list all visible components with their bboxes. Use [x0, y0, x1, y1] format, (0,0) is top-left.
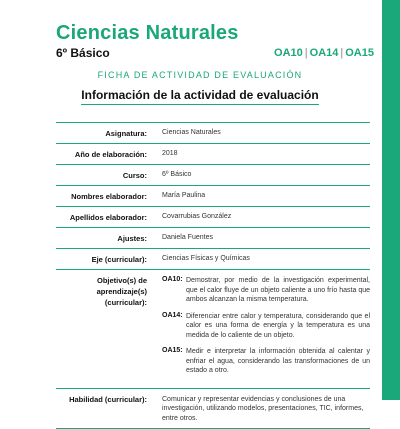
field-value: Covarrubias González [152, 207, 370, 227]
row-objetivos [56, 270, 370, 389]
field-label: Habilidad (curricular): [56, 389, 152, 429]
row-curso [56, 165, 370, 186]
field-value: María Paulina [152, 186, 370, 206]
oa-code: OA10 [274, 47, 303, 59]
field-label: Objetivo(s) de aprendizaje(s) (curricular): [56, 270, 152, 388]
info-table [56, 123, 370, 429]
oa-separator: | [303, 47, 310, 59]
field-value: Comunicar y representar evidencias y conclusiones de una investigación, utilizando modelos, presentaciones, TIC, informes, entre otros. [152, 389, 370, 429]
field-label: Eje (curricular): [56, 249, 152, 269]
objective-item [162, 312, 370, 341]
subject-title: Ciencias Naturales [56, 22, 239, 45]
field-value: Ciencias Físicas y Químicas [152, 249, 370, 269]
field-label: Asignatura: [56, 123, 152, 143]
objective-code: OA15: [162, 347, 186, 376]
objective-code: OA14: [162, 312, 186, 341]
objective-item [162, 276, 370, 305]
field-label: Nombres elaborador: [56, 186, 152, 206]
objective-item [162, 347, 370, 376]
row-asignatura [56, 123, 370, 144]
row-nombres [56, 186, 370, 207]
field-label: Ajustes: [56, 228, 152, 248]
field-label: Apellidos elaborador: [56, 207, 152, 227]
field-label: Año de elaboración: [56, 144, 152, 164]
grade-label: 6º Básico [56, 46, 110, 60]
oa-code: OA15 [345, 47, 374, 59]
row-habilidad [56, 389, 370, 429]
row-apellidos [56, 207, 370, 228]
objective-text: Medir e interpretar la información obtenida al calentar y enfriar el agua, considerando las transformaciones de un estado a otro. [186, 347, 370, 376]
field-value: Ciencias Naturales [152, 123, 370, 143]
row-eje [56, 249, 370, 270]
row-anio [56, 144, 370, 165]
field-value: Daniela Fuentes [152, 228, 370, 248]
row-ajustes [56, 228, 370, 249]
field-value: 6º Básico [152, 165, 370, 185]
objective-text: Diferenciar entre calor y temperatura, considerando que el calor es una forma de energía y la temperatura es una medida de lo caliente de un objeto. [186, 312, 370, 341]
objectives-list [152, 270, 370, 388]
sheet-label: FICHA DE ACTIVIDAD DE EVALUACIÓN [0, 70, 400, 80]
oa-separator: | [338, 47, 345, 59]
objective-text: Demostrar, por medio de la investigación experimental, que el calor fluye de un objeto caliente a uno frío hasta que ambos alcanzan la misma temperatura. [186, 276, 370, 305]
section-title-text: Información de la actividad de evaluación [81, 88, 318, 105]
section-title [0, 88, 400, 102]
objective-code: OA10: [162, 276, 186, 305]
oa-code: OA14 [310, 47, 339, 59]
field-label: Curso: [56, 165, 152, 185]
oa-codes [274, 47, 374, 59]
field-value: 2018 [152, 144, 370, 164]
decorative-side-bar [382, 0, 400, 400]
